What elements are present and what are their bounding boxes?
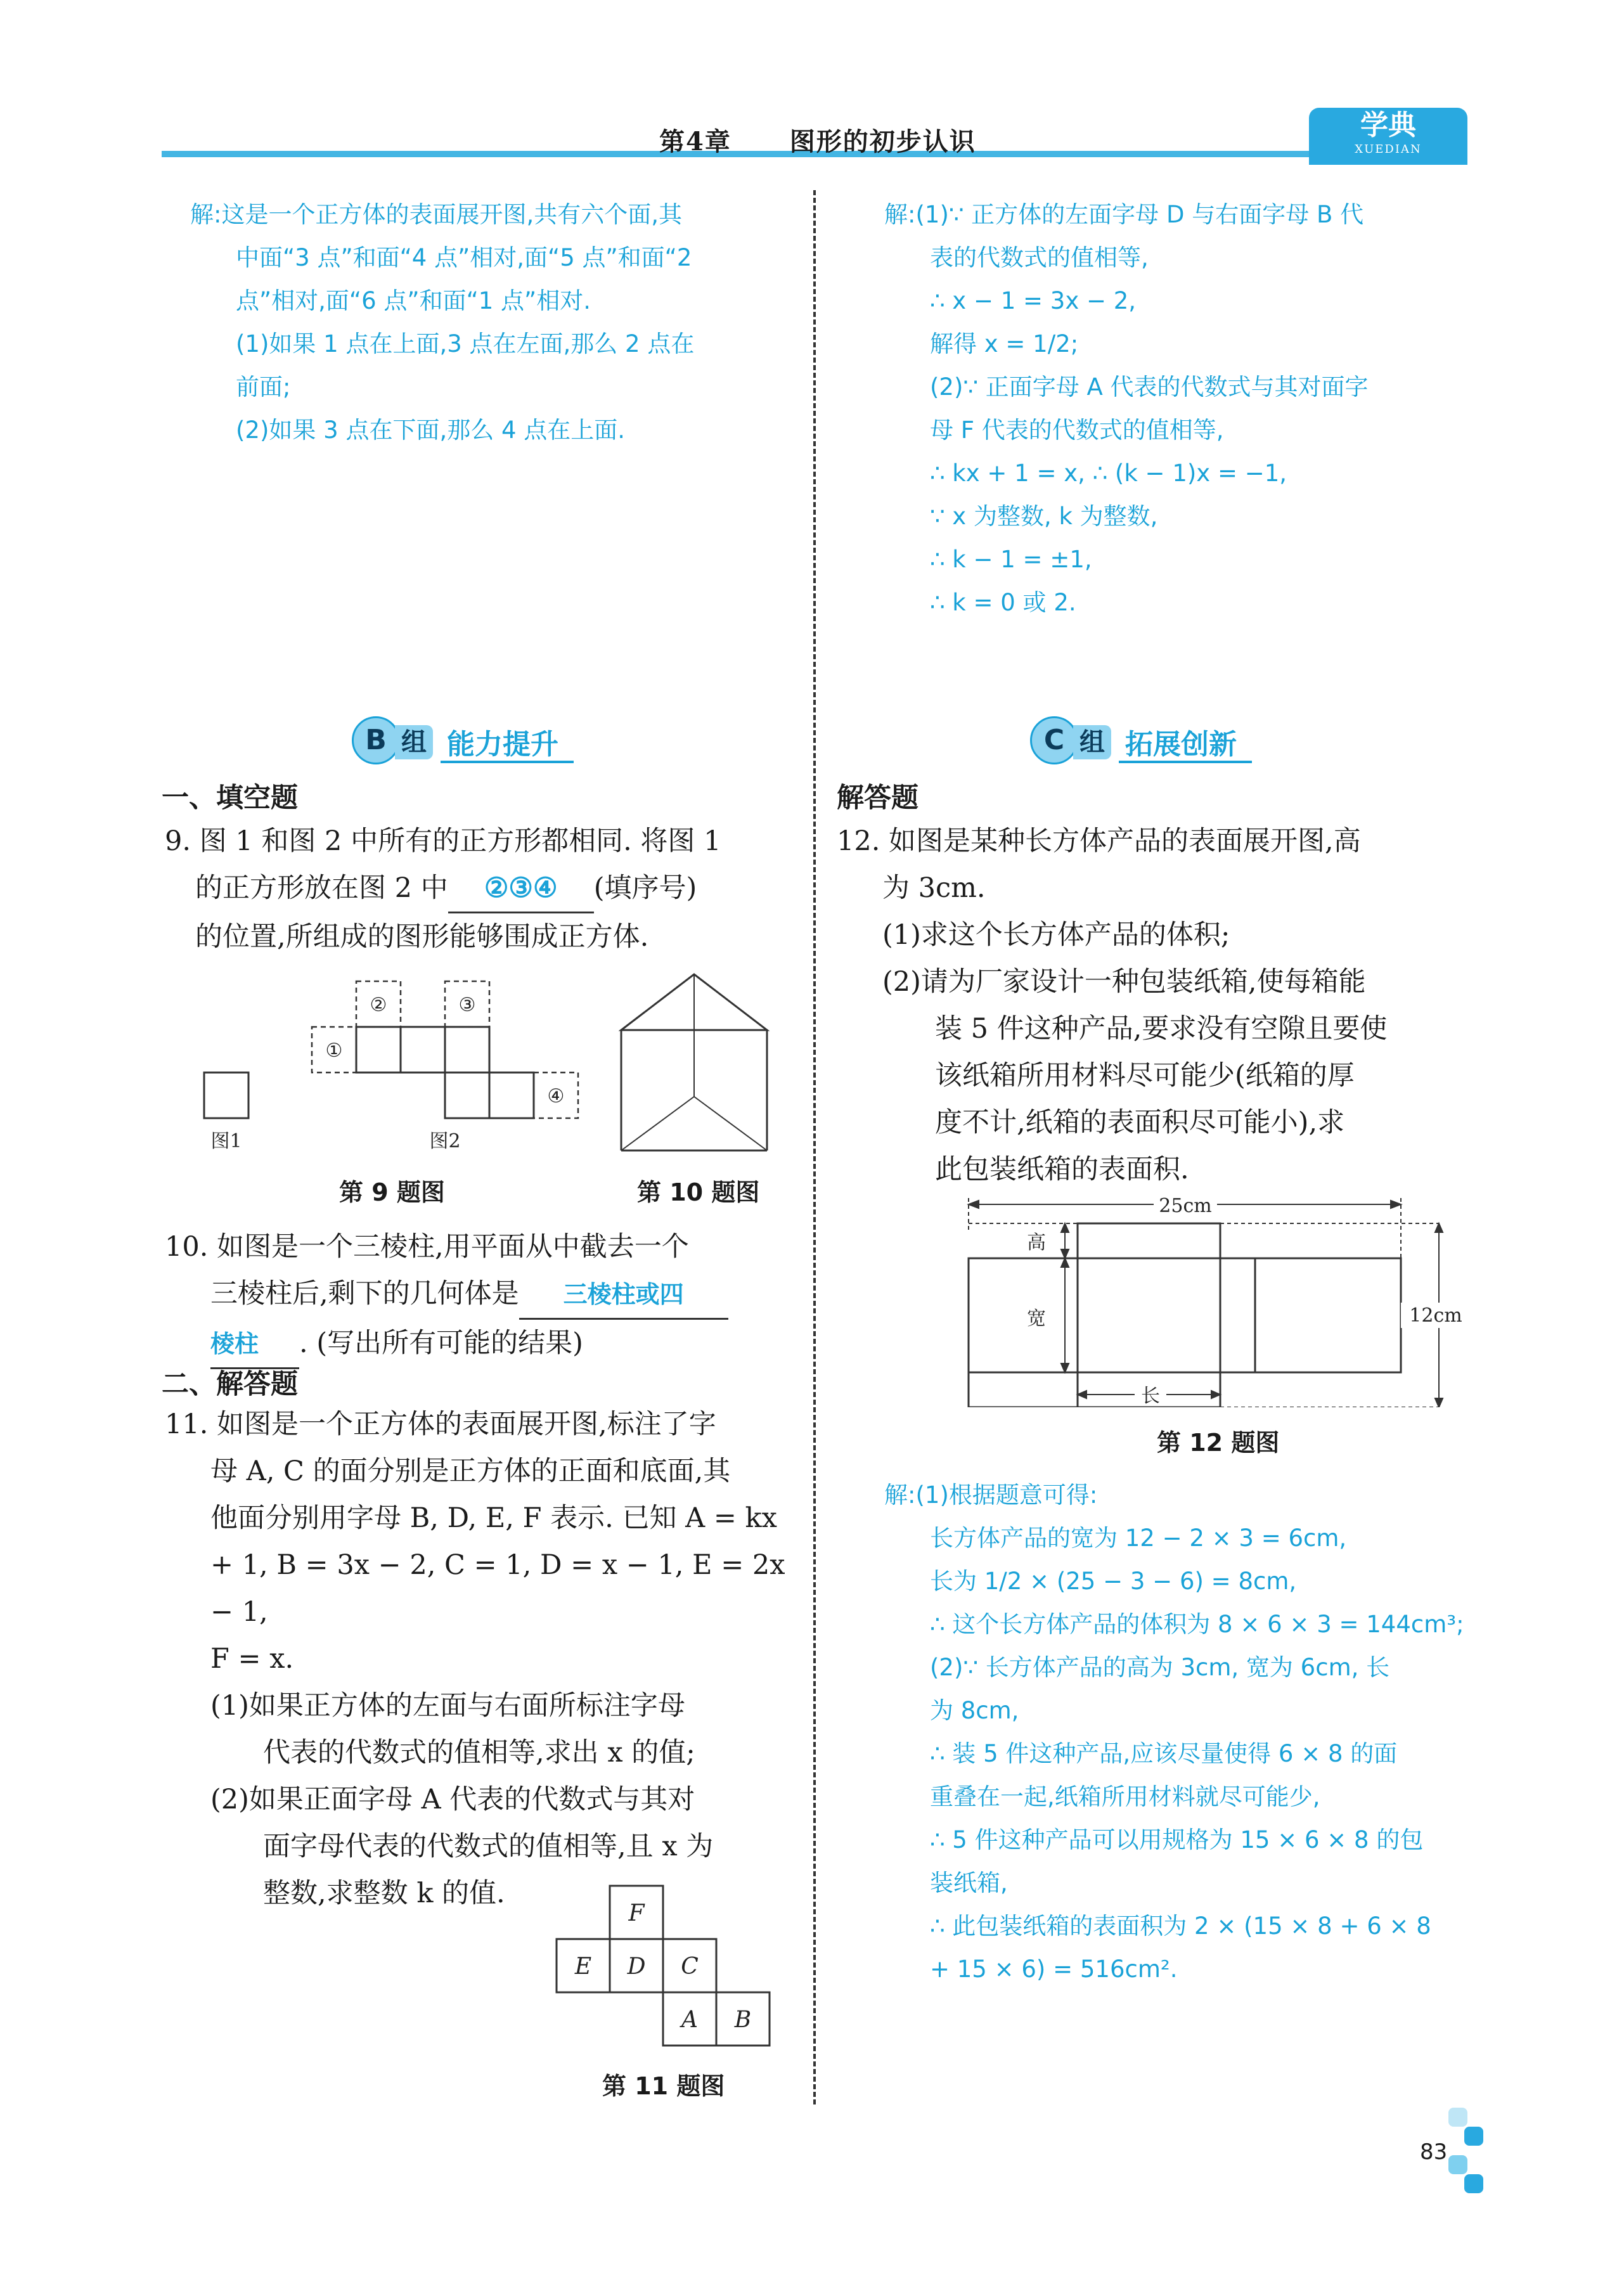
q9-text: (填序号) [593,872,697,904]
solution-line: (1)如果 1 点在上面,3 点在左面,那么 2 点在 [236,330,695,358]
chapter-title: 图形的初步认识 [789,127,976,157]
q12-line: 度不计,纸箱的表面积尽可能小),求 [935,1107,1345,1138]
solution-line: ∴ 此包装纸箱的表面积为 2 × (15 × 8 + 6 × 8 [930,1912,1431,1940]
solution-line: (2)∵ 长方体产品的高为 3cm, 宽为 6cm, 长 [930,1654,1390,1681]
fig9-num-3: ③ [458,994,476,1016]
decor-hex [1448,2155,1467,2174]
fig9-square [445,1073,489,1118]
q11-line: 母 A, C 的面分别是正方体的正面和底面,其 [210,1455,731,1487]
solution-line: 重叠在一起,纸箱所用材料就尽可能少, [930,1783,1320,1810]
q9-line [165,865,799,913]
fig11-letter-A: A [681,2007,698,2033]
fig9-num-1: ① [325,1040,343,1062]
question-11 [165,1401,805,1917]
solution-line: 为 8cm, [930,1697,1019,1724]
solution-line: 解:这是一个正方体的表面展开图,共有六个面,其 [190,201,682,228]
logo-sub: XUEDIAN [1355,143,1422,156]
group-underline [1119,761,1252,763]
q11-line: 他面分别用字母 B, D, E, F 表示. 已知 A = kx [210,1502,777,1534]
q10-line [165,1320,799,1369]
fig11-letter-F: F [628,1900,645,1926]
fig11-letter-D: D [627,1954,646,1980]
fig11-letter-B: B [734,2007,752,2033]
fig11-letter-C: C [681,1954,699,1980]
fig9-square [356,1027,401,1073]
solution-line: 表的代数式的值相等, [930,244,1149,271]
q11-line: F = x. [210,1643,294,1675]
solution-line: + 15 × 6) = 516cm². [930,1956,1178,1983]
solution-line: 长为 1/2 × (25 − 3 − 6) = 8cm, [930,1568,1297,1595]
q10-text: 三棱柱后,剩下的几何体是 [210,1278,519,1310]
fig12-width-label: 25cm [1159,1195,1212,1217]
caption-fig12: 第 12 题图 [1157,1429,1280,1457]
section-fill-blank: 一、填空题 [162,782,298,814]
fig12-height-label: 12cm [1409,1305,1462,1327]
chapter-number: 第4章 [659,127,731,157]
fig9-square [489,1073,534,1118]
group-letter: B [352,716,400,764]
q9-line: 9. 图 1 和图 2 中所有的正方形都相同. 将图 1 [165,825,721,857]
group-letter: C [1030,716,1078,764]
q12-line: (2)请为厂家设计一种包装纸箱,使每箱能 [882,966,1366,998]
fig9-square-1 [204,1073,248,1118]
column-divider [813,190,816,2104]
fig9-num-2: ② [370,994,387,1016]
solution-line: (2)∵ 正面字母 A 代表的代数式与其对面字 [930,373,1369,401]
q12-line: 该纸箱所用材料尽可能少(纸箱的厚 [935,1060,1355,1092]
chapter-header [659,122,976,158]
solution-line: 解得 x = 1/2; [930,330,1079,358]
decor-hex [1448,2108,1467,2127]
q11-line: 整数,求整数 k 的值. [263,1878,505,1909]
group-zu: 组 [395,725,433,759]
fig9-label-2: 图2 [429,1130,461,1152]
caption-fig11: 第 11 题图 [602,2072,725,2100]
right-top-solution [884,193,1480,624]
logo-main: 学典 [1360,109,1416,141]
fig9-square [401,1027,445,1073]
page-number: 83 [1420,2139,1448,2165]
group-b-heading [352,716,593,764]
q10-answer-blank-2: 棱柱 [210,1320,299,1369]
q12-line: 此包装纸箱的表面积. [935,1154,1189,1185]
solution-line: 点”相对,面“6 点”和面“1 点”相对. [236,287,591,314]
q12-solution [884,1474,1483,1991]
fig12-gao-label: 高 [1027,1232,1046,1254]
q10-line: 10. 如图是一个三棱柱,用平面从中截去一个 [165,1231,689,1263]
solution-line: (2)如果 3 点在下面,那么 4 点在上面. [236,416,626,444]
figure-11 [555,1883,783,2054]
solution-line: ∴ 装 5 件这种产品,应该尽量使得 6 × 8 的面 [930,1740,1398,1767]
fig9-num-4: ④ [547,1085,565,1107]
q12-line: 为 3cm. [882,872,986,904]
caption-fig10: 第 10 题图 [637,1178,760,1206]
q12-line: (1)求这个长方体产品的体积; [882,919,1230,951]
group-underline [441,761,574,763]
q10-text: . (写出所有可能的结果) [299,1327,583,1359]
solution-line: 装纸箱, [930,1869,1008,1897]
q9-text: 的正方形放在图 2 中 [195,872,448,904]
figure-10 [615,967,799,1163]
solution-line: ∴ 5 件这种产品可以用规格为 15 × 6 × 8 的包 [930,1826,1424,1853]
solution-line: 中面“3 点”和面“4 点”相对,面“5 点”和面“2 [236,244,692,271]
q11-line: (2)如果正面字母 A 代表的代数式与其对 [210,1784,695,1815]
question-9 [165,818,799,960]
solution-line: 前面; [236,373,291,401]
q12-line: 12. 如图是某种长方体产品的表面展开图,高 [837,825,1361,857]
q9-line: 的位置,所组成的图形能够围成正方体. [195,921,649,953]
decor-hex [1464,2127,1483,2146]
solution-line: ∴ x − 1 = 3x − 2, [930,287,1137,314]
figure-9 [190,976,628,1166]
question-10 [165,1223,799,1369]
solution-line: 解:(1)根据题意可得: [884,1481,1098,1509]
section-right-answer: 解答题 [837,782,918,814]
solution-line: 解:(1)∵ 正方体的左面字母 D 与右面字母 B 代 [884,201,1364,228]
q11-line: (1)如果正方体的左面与右面所标注字母 [210,1690,685,1722]
fig12-face [1078,1223,1220,1258]
q11-line: + 1, B = 3x − 2, C = 1, D = x − 1, E = 2x − 1, [210,1549,785,1628]
left-top-solution [190,193,799,452]
group-zu: 组 [1073,725,1111,759]
group-name: 能力提升 [447,728,558,761]
group-c-heading [1030,716,1271,764]
q11-line: 面字母代表的代数式的值相等,且 x 为 [263,1831,714,1862]
solution-line: 长方体产品的宽为 12 − 2 × 3 = 6cm, [930,1524,1347,1552]
q11-line: 代表的代数式的值相等,求出 x 的值; [263,1737,695,1769]
brand-logo [1309,108,1467,165]
q10-answer-blank-1: 三棱柱或四 [519,1271,728,1320]
solution-line: ∵ x 为整数, k 为整数, [930,503,1158,530]
fig12-kuan-label: 宽 [1027,1308,1046,1330]
solution-line: ∴ k − 1 = ±1, [930,546,1092,573]
solution-line: ∴ k = 0 或 2. [930,589,1076,616]
fig12-chang-label: 长 [1141,1385,1160,1407]
solution-line: 母 F 代表的代数式的值相等, [930,416,1224,444]
solution-line: ∴ kx + 1 = x, ∴ (k − 1)x = −1, [930,460,1287,487]
q12-line: 装 5 件这种产品,要求没有空隙且要使 [935,1013,1388,1045]
q9-answer-blank: ②③④ [448,865,594,913]
q11-line: 11. 如图是一个正方体的表面展开图,标注了字 [165,1408,716,1440]
fig11-letter-E: E [574,1954,592,1980]
fig9-label-1: 图1 [210,1130,242,1152]
section-answer: 二、解答题 [162,1369,298,1400]
group-name: 拓展创新 [1125,728,1237,761]
question-12 [837,818,1471,1193]
fig9-square [445,1027,489,1073]
q10-line [165,1270,799,1320]
decor-hex [1464,2174,1483,2193]
solution-line: ∴ 这个长方体产品的体积为 8 × 6 × 3 = 144cm³; [930,1611,1464,1638]
figure-12 [957,1192,1477,1407]
caption-fig9: 第 9 题图 [339,1178,445,1206]
